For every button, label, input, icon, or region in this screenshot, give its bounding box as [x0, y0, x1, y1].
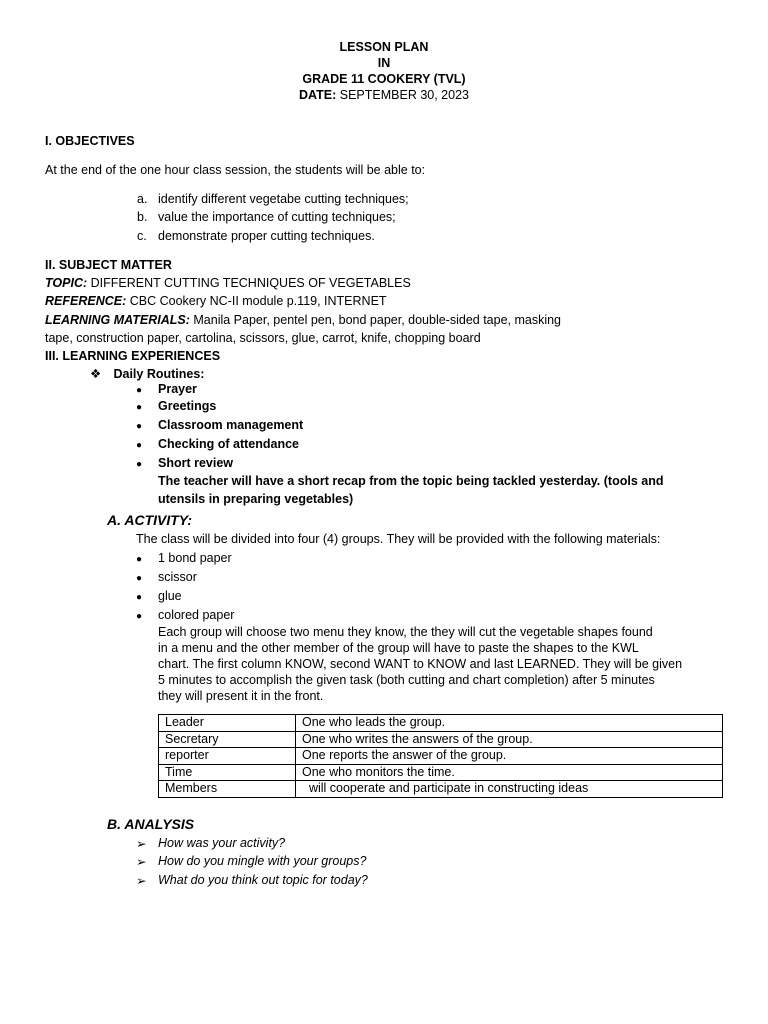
date-value: SEPTEMBER 30, 2023	[339, 88, 469, 102]
instruction-line: 5 minutes to accomplish the given task (both cutting and chart completion) after 5 minutes	[158, 673, 655, 687]
daily-routines	[90, 366, 204, 381]
objective-item: value the importance of cutting techniques;	[158, 210, 396, 224]
bullet-icon: ●	[136, 440, 143, 451]
material-item: scissor	[158, 570, 197, 584]
material-item: 1 bond paper	[158, 551, 232, 565]
subject-matter-heading: II. SUBJECT MATTER	[45, 258, 172, 272]
arrow-bullet-icon: ➢	[136, 837, 147, 851]
bullet-icon: ●	[136, 554, 143, 565]
material-item: glue	[158, 589, 182, 603]
analysis-question: How was your activity?	[158, 836, 286, 850]
objectives-heading: I. OBJECTIVES	[45, 134, 135, 148]
routine-item: Greetings	[158, 399, 217, 413]
bullet-icon: ●	[136, 592, 143, 603]
role-name: Secretary	[159, 731, 296, 748]
instruction-line: they will present it in the front.	[158, 689, 324, 703]
routine-item: Checking of attendance	[158, 437, 299, 451]
title-in: IN	[377, 56, 391, 70]
bullet-icon: ●	[136, 611, 143, 622]
materials-label: LEARNING MATERIALS:	[45, 313, 190, 327]
objective-marker: a.	[137, 192, 148, 206]
reference-label: REFERENCE:	[45, 294, 127, 308]
role-description: One who leads the group.	[296, 715, 723, 732]
topic-value: DIFFERENT CUTTING TECHNIQUES OF VEGETABLES	[90, 276, 411, 290]
title-date	[0, 88, 768, 102]
role-description: will cooperate and participate in constructing ideas	[296, 781, 723, 798]
materials-value: Manila Paper, pentel pen, bond paper, double-sided tape, masking	[193, 313, 562, 327]
routine-item: Prayer	[158, 382, 197, 396]
objective-item: identify different vegetabe cutting techniques;	[158, 192, 409, 206]
review-note-cont: utensils in preparing vegetables)	[158, 492, 354, 506]
table-row	[159, 764, 723, 781]
arrow-bullet-icon: ➢	[136, 874, 147, 888]
role-name: Time	[159, 764, 296, 781]
roles-table	[158, 714, 723, 798]
title-grade: GRADE 11 COOKERY (TVL)	[302, 72, 466, 86]
role-name: reporter	[159, 748, 296, 765]
analysis-heading: B. ANALYSIS	[107, 816, 195, 832]
objective-marker: b.	[137, 210, 148, 224]
role-name: Leader	[159, 715, 296, 732]
objectives-intro: At the end of the one hour class session, the students will be able to:	[45, 163, 426, 177]
activity-intro: The class will be divided into four (4) groups. They will be provided with the following materials:	[136, 532, 661, 546]
materials-value-cont: tape, construction paper, cartolina, scissors, glue, carrot, knife, chopping board	[45, 331, 481, 345]
table-row	[159, 731, 723, 748]
bullet-icon: ●	[136, 459, 143, 470]
table-row	[159, 715, 723, 732]
review-note: The teacher will have a short recap from the topic being tackled yesterday. (tools and	[158, 474, 664, 488]
activity-heading: A. ACTIVITY:	[107, 512, 193, 528]
role-name: Members	[159, 781, 296, 798]
instruction-line: in a menu and the other member of the group will have to paste the shapes to the KWL	[158, 641, 639, 655]
analysis-question: What do you think out topic for today?	[158, 873, 368, 887]
analysis-question: How do you mingle with your groups?	[158, 854, 367, 868]
instruction-line: Each group will choose two menu they know, the they will cut the vegetable shapes found	[158, 625, 653, 639]
reference-value: CBC Cookery NC-II module p.119, INTERNET	[129, 294, 387, 308]
role-description: One who writes the answers of the group.	[296, 731, 723, 748]
routine-item: Classroom management	[158, 418, 304, 432]
bullet-icon: ●	[136, 421, 143, 432]
role-description: One reports the answer of the group.	[296, 748, 723, 765]
title-lesson-plan: LESSON PLAN	[339, 40, 429, 54]
bullet-icon: ●	[136, 573, 143, 584]
diamond-bullet-icon: ❖	[90, 367, 102, 381]
instruction-line: chart. The first column KNOW, second WANT to KNOW and last LEARNED. They will be given	[158, 657, 683, 671]
role-description: One who monitors the time.	[296, 764, 723, 781]
bullet-icon: ●	[136, 385, 143, 396]
topic-line	[45, 276, 411, 290]
date-label: DATE:	[299, 88, 337, 102]
daily-routines-label: Daily Routines:	[113, 367, 205, 381]
objective-marker: c.	[137, 229, 147, 243]
arrow-bullet-icon: ➢	[136, 855, 147, 869]
learning-experiences-heading: III. LEARNING EXPERIENCES	[45, 349, 221, 363]
bullet-icon: ●	[136, 402, 143, 413]
reference-line	[45, 294, 387, 308]
objective-item: demonstrate proper cutting techniques.	[158, 229, 375, 243]
routine-item: Short review	[158, 456, 234, 470]
materials-line	[45, 313, 561, 327]
topic-label: TOPIC:	[45, 276, 88, 290]
table-row	[159, 748, 723, 765]
material-item: colored paper	[158, 608, 235, 622]
table-row	[159, 781, 723, 798]
